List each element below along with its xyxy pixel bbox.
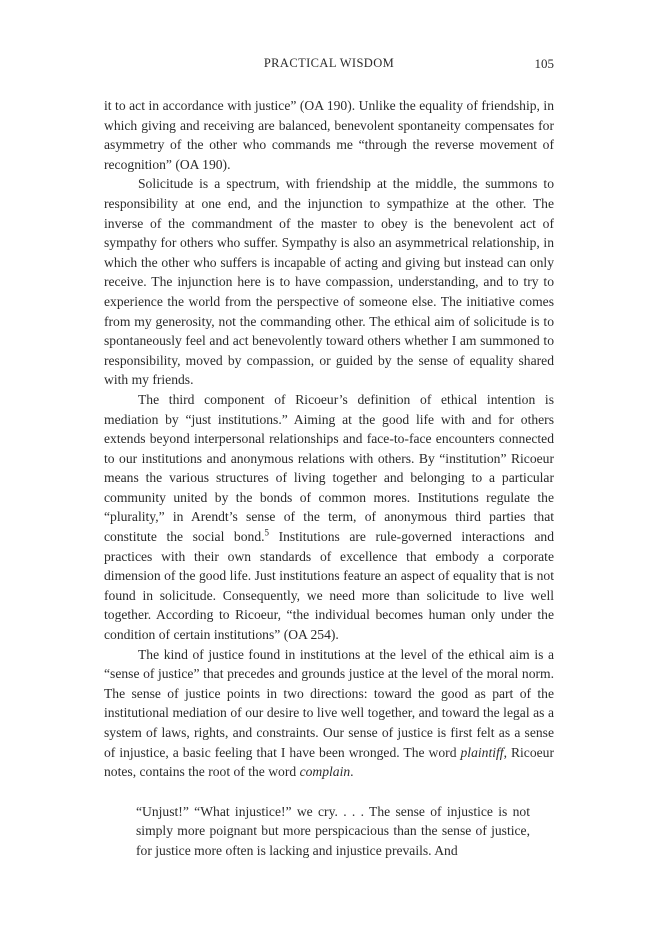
paragraph-continued: it to act in accordance with justice” (OA 190). Unlike the equality of friendship, in which giving and receiving are balanced, benevolent spontaneity compensates for asymmetry of the other who commands me “through the reverse movement of recognition” (OA 190).: [104, 98, 554, 172]
running-header: [104, 56, 554, 74]
paragraph-text: Institutions are rule-governed interactions and practices with their own standards of excellence that embody a corporate dimension of the good life. Just institutions feature an aspect of equality that is not found in solicitude. Consequently, we need more than solicitude to live well together. According to Ricoeur, “the individual becomes human only under the condition of certain institutions” (OA 254).: [104, 529, 554, 643]
paragraph-text: The third component of Ricoeur’s definition of ethical intention is mediation by “just institutions.” Aiming at the good life with and for others extends beyond interpersonal relationships and face-to-face encounters connected to our institutions and anonymous relations with others. By “institution” Ricoeur means the various structures of living together and belonging to a particular community united by the bonds of common mores. Institutions regulate the “plurality,” in Arendt’s sense of the term, of anonymous third parties that constitute the social bond.: [104, 391, 554, 545]
paragraph-text: .: [350, 764, 354, 780]
page-number: 105: [534, 56, 554, 71]
paragraph-text: , Ricoeur notes, contains the root of the word: [104, 744, 554, 780]
body-text: [104, 96, 554, 861]
footnote-marker: 5: [264, 527, 270, 538]
running-title: PRACTICAL WISDOM: [263, 56, 395, 70]
paragraph-sense-of-justice: [104, 645, 554, 782]
paragraph-solicitude: Solicitude is a spectrum, with friendship at the middle, the summons to responsibility at one end, and the injunction to sympathize at the other. The inverse of the commandment of the master to obey is the benevolent act of sympathy for others who suffer. Sympathy is also an asymmetrical relationship, in which the other who suffers is incapable of acting and giving but instead can only receive. The injunction here is to have compassion, understanding, and to try to experience the world from the perspective of someone else. The initiative comes from my generosity, not the commanding other. The ethical aim of solicitude is to spontaneously feel and act benevolently toward others whether I am summoned to responsibility, moved by compassion, or guided by the sense of equality shared with my friends.: [104, 176, 554, 388]
italic-term: plaintiff: [460, 744, 504, 760]
paragraph-just-institutions: [104, 390, 554, 645]
italic-term: complain: [299, 764, 351, 780]
block-quote: “Unjust!” “What injustice!” we cry. . . . The sense of injustice is not simply more poignant but more perspicacious than the sense of justice, for justice more often is lacking and injustice prevails. And: [136, 803, 530, 858]
paragraph-text: The kind of justice found in institutions at the level of the ethical aim is a “sense of justice” that precedes and grounds justice at the level of the moral norm. The sense of justice points in two directions: toward the good as part of the institutional mediation of our desire to live well together, and toward the legal as a system of laws, rights, and constraints. Our sense of justice is first felt as a sense of injustice, a basic feeling that I have been wronged. The word: [104, 646, 554, 760]
